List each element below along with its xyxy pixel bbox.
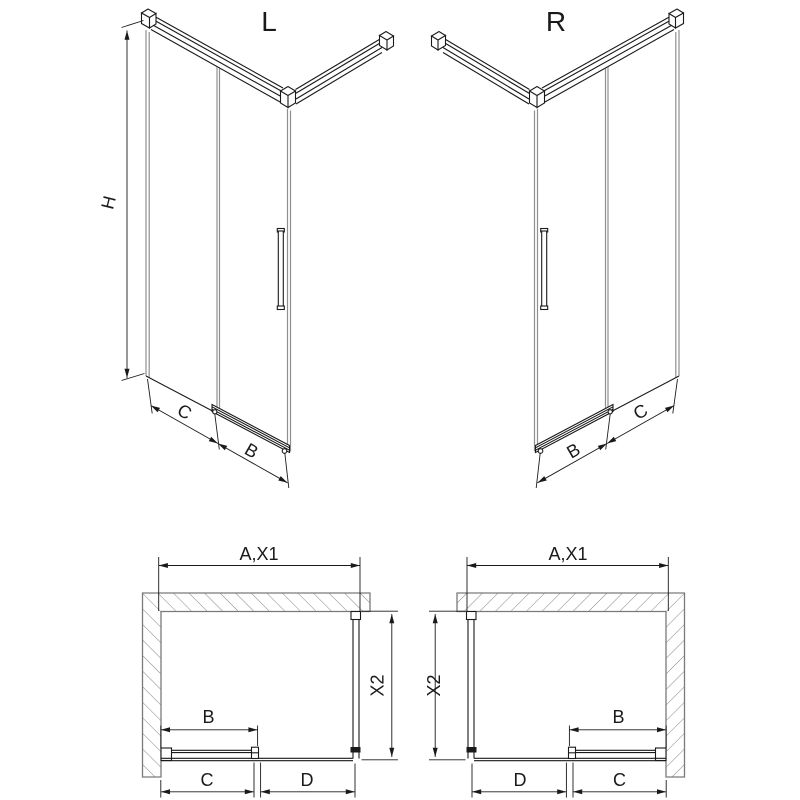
dim-label-door: B — [563, 439, 584, 463]
plan-geometry-left — [143, 557, 399, 798]
iso-view-left — [97, 6, 393, 488]
dim-label-bottom-outer: D — [513, 770, 527, 790]
dim-label-height: H — [97, 193, 120, 212]
height-dimension — [122, 21, 145, 381]
dim-label-door: B — [202, 707, 215, 727]
dim-label-fixed-panel: C — [629, 399, 652, 424]
dim-label-width: A,X1 — [548, 544, 588, 564]
plan-view-left — [143, 544, 399, 798]
dim-label-door: B — [612, 707, 625, 727]
dim-label-depth: X2 — [424, 674, 444, 697]
dim-label-door: B — [241, 439, 262, 463]
plan-view-right — [424, 544, 685, 798]
dim-label-fixed-panel: C — [173, 399, 196, 424]
extension-lines — [122, 21, 145, 381]
view-label-right: R — [545, 6, 567, 37]
dim-label-bottom-inner: C — [200, 770, 214, 790]
dim-label-bottom-outer: D — [300, 770, 314, 790]
dim-label-width: A,X1 — [239, 544, 279, 564]
view-label-left: L — [261, 6, 277, 37]
plan-geometry-right — [429, 557, 685, 798]
dim-label-depth: X2 — [367, 674, 388, 697]
dim-label-bottom-inner: C — [613, 770, 626, 790]
iso-view-right — [432, 6, 684, 488]
